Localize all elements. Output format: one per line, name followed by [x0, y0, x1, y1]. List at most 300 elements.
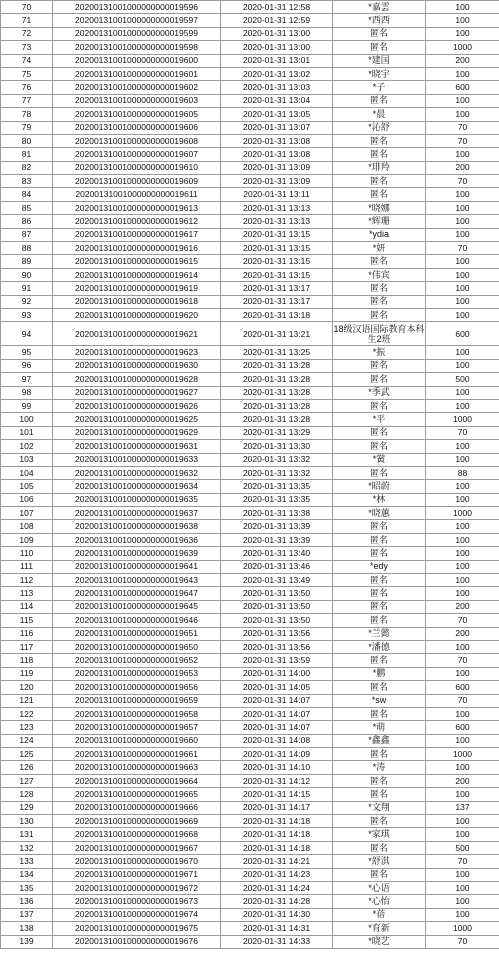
table-row — [1, 201, 499, 214]
row-number-cell: 120 — [1, 681, 53, 694]
row-number-cell: 108 — [1, 520, 53, 533]
amount-cell: 100 — [426, 895, 499, 908]
transaction-id-cell: 20200131001000000000019663 — [53, 761, 221, 774]
table-row — [1, 828, 499, 841]
transaction-id-cell: 20200131001000000000019611 — [53, 188, 221, 201]
amount-cell: 500 — [426, 841, 499, 854]
amount-cell: 1000 — [426, 507, 499, 520]
row-number-cell: 71 — [1, 14, 53, 27]
donor-name-cell: *心怡 — [333, 895, 426, 908]
donor-name-cell: 匿名 — [333, 440, 426, 453]
amount-cell: 100 — [426, 828, 499, 841]
table-row — [1, 1, 499, 14]
table-row — [1, 188, 499, 201]
donation-time-cell: 2020-01-31 14:09 — [221, 748, 333, 761]
donation-time-cell: 2020-01-31 13:50 — [221, 587, 333, 600]
row-number-cell: 130 — [1, 815, 53, 828]
transaction-id-cell: 20200131001000000000019643 — [53, 574, 221, 587]
table-row — [1, 547, 499, 560]
row-number-cell: 91 — [1, 282, 53, 295]
donation-time-cell: 2020-01-31 13:28 — [221, 373, 333, 386]
row-number-cell: 83 — [1, 175, 53, 188]
donation-time-cell: 2020-01-31 14:07 — [221, 721, 333, 734]
donation-time-cell: 2020-01-31 13:07 — [221, 121, 333, 134]
donor-name-cell: *鹏 — [333, 667, 426, 680]
transaction-id-cell: 20200131001000000000019633 — [53, 453, 221, 466]
donation-time-cell: 2020-01-31 13:30 — [221, 440, 333, 453]
amount-cell: 600 — [426, 322, 499, 346]
amount-cell: 600 — [426, 81, 499, 94]
donation-time-cell: 2020-01-31 14:23 — [221, 868, 333, 881]
donation-time-cell: 2020-01-31 14:08 — [221, 734, 333, 747]
donation-time-cell: 2020-01-31 14:21 — [221, 855, 333, 868]
amount-cell: 88 — [426, 466, 499, 479]
donor-name-cell: *昭蔚 — [333, 480, 426, 493]
row-number-cell: 81 — [1, 148, 53, 161]
donor-name-cell: *林 — [333, 493, 426, 506]
donation-time-cell: 2020-01-31 13:50 — [221, 614, 333, 627]
amount-cell: 100 — [426, 868, 499, 881]
amount-cell: 100 — [426, 587, 499, 600]
donation-time-cell: 2020-01-31 13:11 — [221, 188, 333, 201]
amount-cell: 100 — [426, 480, 499, 493]
row-number-cell: 70 — [1, 1, 53, 14]
amount-cell: 1000 — [426, 413, 499, 426]
amount-cell: 1000 — [426, 41, 499, 54]
donor-name-cell: 匿名 — [333, 748, 426, 761]
table-row — [1, 627, 499, 640]
donor-name-cell: *edy — [333, 560, 426, 573]
transaction-id-cell: 20200131001000000000019628 — [53, 373, 221, 386]
donor-name-cell: *辉珊 — [333, 215, 426, 228]
donation-time-cell: 2020-01-31 13:35 — [221, 493, 333, 506]
transaction-id-cell: 20200131001000000000019673 — [53, 895, 221, 908]
row-number-cell: 132 — [1, 841, 53, 854]
table-row — [1, 54, 499, 67]
amount-cell: 100 — [426, 815, 499, 828]
donation-time-cell: 2020-01-31 14:30 — [221, 908, 333, 921]
transaction-id-cell: 20200131001000000000019602 — [53, 81, 221, 94]
donor-name-cell: 匿名 — [333, 282, 426, 295]
donation-time-cell: 2020-01-31 13:35 — [221, 480, 333, 493]
transaction-id-cell: 20200131001000000000019596 — [53, 1, 221, 14]
donor-name-cell: 匿名 — [333, 868, 426, 881]
donor-name-cell: 匿名 — [333, 426, 426, 439]
row-number-cell: 139 — [1, 935, 53, 948]
donation-time-cell: 2020-01-31 13:56 — [221, 640, 333, 653]
amount-cell: 100 — [426, 308, 499, 321]
donation-time-cell: 2020-01-31 13:28 — [221, 386, 333, 399]
donor-name-cell: *平 — [333, 413, 426, 426]
row-number-cell: 96 — [1, 359, 53, 372]
donation-time-cell: 2020-01-31 13:05 — [221, 108, 333, 121]
donation-time-cell: 2020-01-31 13:40 — [221, 547, 333, 560]
transaction-id-cell: 20200131001000000000019665 — [53, 788, 221, 801]
transaction-id-cell: 20200131001000000000019639 — [53, 547, 221, 560]
row-number-cell: 99 — [1, 399, 53, 412]
donation-time-cell: 2020-01-31 13:09 — [221, 175, 333, 188]
donor-name-cell: 匿名 — [333, 175, 426, 188]
table-row — [1, 493, 499, 506]
transaction-id-cell: 20200131001000000000019619 — [53, 282, 221, 295]
amount-cell: 100 — [426, 882, 499, 895]
amount-cell: 100 — [426, 386, 499, 399]
amount-cell: 100 — [426, 667, 499, 680]
donation-time-cell: 2020-01-31 13:29 — [221, 426, 333, 439]
transaction-id-cell: 20200131001000000000019647 — [53, 587, 221, 600]
donor-name-cell: 匿名 — [333, 94, 426, 107]
table-row — [1, 801, 499, 814]
donation-time-cell: 2020-01-31 13:04 — [221, 94, 333, 107]
table-row — [1, 614, 499, 627]
transaction-id-cell: 20200131001000000000019650 — [53, 640, 221, 653]
donation-time-cell: 2020-01-31 14:33 — [221, 935, 333, 948]
table-row — [1, 134, 499, 147]
donation-time-cell: 2020-01-31 13:49 — [221, 574, 333, 587]
table-row — [1, 282, 499, 295]
table-row — [1, 707, 499, 720]
donation-time-cell: 2020-01-31 14:00 — [221, 667, 333, 680]
amount-cell: 100 — [426, 547, 499, 560]
transaction-id-cell: 20200131001000000000019610 — [53, 161, 221, 174]
donor-name-cell: *西西 — [333, 14, 426, 27]
donation-time-cell: 2020-01-31 13:28 — [221, 399, 333, 412]
donor-name-cell: *鑫鑫 — [333, 734, 426, 747]
row-number-cell: 126 — [1, 761, 53, 774]
amount-cell: 70 — [426, 175, 499, 188]
table-row — [1, 386, 499, 399]
donation-time-cell: 2020-01-31 14:07 — [221, 694, 333, 707]
table-row — [1, 520, 499, 533]
table-row — [1, 748, 499, 761]
donation-time-cell: 2020-01-31 14:15 — [221, 788, 333, 801]
amount-cell: 100 — [426, 560, 499, 573]
row-number-cell: 118 — [1, 654, 53, 667]
donation-time-cell: 2020-01-31 13:18 — [221, 308, 333, 321]
transaction-id-cell: 20200131001000000000019652 — [53, 654, 221, 667]
row-number-cell: 129 — [1, 801, 53, 814]
amount-cell: 70 — [426, 694, 499, 707]
donor-name-cell: *育新 — [333, 922, 426, 935]
transaction-id-cell: 20200131001000000000019598 — [53, 41, 221, 54]
table-row — [1, 27, 499, 40]
table-row — [1, 215, 499, 228]
row-number-cell: 87 — [1, 228, 53, 241]
row-number-cell: 94 — [1, 322, 53, 346]
row-number-cell: 79 — [1, 121, 53, 134]
donation-time-cell: 2020-01-31 14:10 — [221, 761, 333, 774]
table-row — [1, 148, 499, 161]
donation-time-cell: 2020-01-31 13:17 — [221, 282, 333, 295]
donor-name-cell: *舒淇 — [333, 855, 426, 868]
amount-cell: 70 — [426, 654, 499, 667]
table-row — [1, 108, 499, 121]
donor-name-cell: *子 — [333, 81, 426, 94]
table-row — [1, 322, 499, 346]
row-number-cell: 72 — [1, 27, 53, 40]
table-row — [1, 81, 499, 94]
amount-cell: 200 — [426, 161, 499, 174]
row-number-cell: 125 — [1, 748, 53, 761]
table-row — [1, 587, 499, 600]
row-number-cell: 109 — [1, 533, 53, 546]
table-row — [1, 908, 499, 921]
amount-cell: 100 — [426, 533, 499, 546]
donation-time-cell: 2020-01-31 12:58 — [221, 1, 333, 14]
transaction-id-cell: 20200131001000000000019641 — [53, 560, 221, 573]
amount-cell: 100 — [426, 761, 499, 774]
transaction-id-cell: 20200131001000000000019620 — [53, 308, 221, 321]
transaction-id-cell: 20200131001000000000019632 — [53, 466, 221, 479]
row-number-cell: 102 — [1, 440, 53, 453]
table-row — [1, 681, 499, 694]
donor-name-cell: 匿名 — [333, 308, 426, 321]
transaction-id-cell: 20200131001000000000019623 — [53, 346, 221, 359]
amount-cell: 100 — [426, 399, 499, 412]
transaction-id-cell: 20200131001000000000019614 — [53, 268, 221, 281]
donation-time-cell: 2020-01-31 13:56 — [221, 627, 333, 640]
transaction-id-cell: 20200131001000000000019676 — [53, 935, 221, 948]
donor-name-cell: 匿名 — [333, 148, 426, 161]
row-number-cell: 105 — [1, 480, 53, 493]
donation-time-cell: 2020-01-31 13:15 — [221, 268, 333, 281]
donation-time-cell: 2020-01-31 13:13 — [221, 215, 333, 228]
amount-cell: 100 — [426, 734, 499, 747]
donation-time-cell: 2020-01-31 13:39 — [221, 520, 333, 533]
amount-cell: 100 — [426, 215, 499, 228]
donor-name-cell: *文翔 — [333, 801, 426, 814]
donation-time-cell: 2020-01-31 13:13 — [221, 201, 333, 214]
donor-name-cell: *季武 — [333, 386, 426, 399]
row-number-cell: 85 — [1, 201, 53, 214]
row-number-cell: 80 — [1, 134, 53, 147]
donation-time-cell: 2020-01-31 13:50 — [221, 600, 333, 613]
amount-cell: 1000 — [426, 748, 499, 761]
donor-name-cell: 匿名 — [333, 466, 426, 479]
table-row — [1, 255, 499, 268]
row-number-cell: 100 — [1, 413, 53, 426]
transaction-id-cell: 20200131001000000000019669 — [53, 815, 221, 828]
donor-name-cell: 匿名 — [333, 188, 426, 201]
transaction-id-cell: 20200131001000000000019612 — [53, 215, 221, 228]
row-number-cell: 75 — [1, 67, 53, 80]
donor-name-cell: 匿名 — [333, 134, 426, 147]
amount-cell: 200 — [426, 774, 499, 787]
table-row — [1, 268, 499, 281]
table-row — [1, 14, 499, 27]
donor-name-cell: 匿名 — [333, 547, 426, 560]
table-row — [1, 359, 499, 372]
donation-time-cell: 2020-01-31 14:24 — [221, 882, 333, 895]
table-row — [1, 161, 499, 174]
row-number-cell: 115 — [1, 614, 53, 627]
donation-time-cell: 2020-01-31 14:18 — [221, 828, 333, 841]
amount-cell: 70 — [426, 855, 499, 868]
table-row — [1, 694, 499, 707]
table-row — [1, 721, 499, 734]
donation-time-cell: 2020-01-31 13:17 — [221, 295, 333, 308]
amount-cell: 100 — [426, 295, 499, 308]
donation-time-cell: 2020-01-31 13:38 — [221, 507, 333, 520]
transaction-id-cell: 20200131001000000000019630 — [53, 359, 221, 372]
table-row — [1, 761, 499, 774]
table-row — [1, 346, 499, 359]
transaction-id-cell: 20200131001000000000019615 — [53, 255, 221, 268]
amount-cell: 100 — [426, 908, 499, 921]
donation-time-cell: 2020-01-31 13:09 — [221, 161, 333, 174]
transaction-id-cell: 20200131001000000000019674 — [53, 908, 221, 921]
donor-name-cell: *兰懿 — [333, 627, 426, 640]
amount-cell: 70 — [426, 426, 499, 439]
row-number-cell: 114 — [1, 600, 53, 613]
row-number-cell: 74 — [1, 54, 53, 67]
donor-name-cell: 匿名 — [333, 399, 426, 412]
amount-cell: 70 — [426, 614, 499, 627]
row-number-cell: 111 — [1, 560, 53, 573]
row-number-cell: 135 — [1, 882, 53, 895]
row-number-cell: 134 — [1, 868, 53, 881]
donation-time-cell: 2020-01-31 13:15 — [221, 255, 333, 268]
donor-name-cell: *涛 — [333, 761, 426, 774]
row-number-cell: 86 — [1, 215, 53, 228]
amount-cell: 100 — [426, 14, 499, 27]
table-row — [1, 640, 499, 653]
transaction-id-cell: 20200131001000000000019606 — [53, 121, 221, 134]
donation-time-cell: 2020-01-31 13:28 — [221, 359, 333, 372]
donor-name-cell: *晨 — [333, 108, 426, 121]
donation-time-cell: 2020-01-31 14:18 — [221, 841, 333, 854]
donation-time-cell: 2020-01-31 13:01 — [221, 54, 333, 67]
donor-name-cell: *沁舒 — [333, 121, 426, 134]
row-number-cell: 117 — [1, 640, 53, 653]
donor-name-cell: 匿名 — [333, 841, 426, 854]
row-number-cell: 128 — [1, 788, 53, 801]
donor-name-cell: *嘉雲 — [333, 1, 426, 14]
donor-name-cell: 匿名 — [333, 574, 426, 587]
donor-name-cell: *家琪 — [333, 828, 426, 841]
table-row — [1, 175, 499, 188]
table-row — [1, 67, 499, 80]
transaction-id-cell: 20200131001000000000019660 — [53, 734, 221, 747]
row-number-cell: 122 — [1, 707, 53, 720]
row-number-cell: 133 — [1, 855, 53, 868]
table-row — [1, 41, 499, 54]
row-number-cell: 112 — [1, 574, 53, 587]
donation-time-cell: 2020-01-31 13:00 — [221, 41, 333, 54]
donor-name-cell: *妍 — [333, 242, 426, 255]
amount-cell: 100 — [426, 201, 499, 214]
amount-cell: 70 — [426, 121, 499, 134]
amount-cell: 100 — [426, 255, 499, 268]
donation-time-cell: 2020-01-31 14:07 — [221, 707, 333, 720]
donor-name-cell: 匿名 — [333, 681, 426, 694]
row-number-cell: 121 — [1, 694, 53, 707]
amount-cell: 70 — [426, 134, 499, 147]
amount-cell: 100 — [426, 1, 499, 14]
donation-time-cell: 2020-01-31 13:00 — [221, 27, 333, 40]
donor-name-cell: 匿名 — [333, 373, 426, 386]
table-row — [1, 228, 499, 241]
transaction-id-cell: 20200131001000000000019656 — [53, 681, 221, 694]
transaction-id-cell: 20200131001000000000019671 — [53, 868, 221, 881]
donor-name-cell: *sw — [333, 694, 426, 707]
donor-name-cell: *晓宇 — [333, 67, 426, 80]
row-number-cell: 104 — [1, 466, 53, 479]
row-number-cell: 76 — [1, 81, 53, 94]
donor-name-cell: *萌 — [333, 721, 426, 734]
row-number-cell: 110 — [1, 547, 53, 560]
transaction-id-cell: 20200131001000000000019607 — [53, 148, 221, 161]
row-number-cell: 78 — [1, 108, 53, 121]
donor-name-cell: 匿名 — [333, 359, 426, 372]
amount-cell: 100 — [426, 94, 499, 107]
transaction-id-cell: 20200131001000000000019646 — [53, 614, 221, 627]
amount-cell: 100 — [426, 640, 499, 653]
transaction-id-cell: 20200131001000000000019637 — [53, 507, 221, 520]
transaction-id-cell: 20200131001000000000019659 — [53, 694, 221, 707]
donation-time-cell: 2020-01-31 13:15 — [221, 228, 333, 241]
donor-name-cell: *晓蕙 — [333, 507, 426, 520]
donation-time-cell: 2020-01-31 13:21 — [221, 322, 333, 346]
table-row — [1, 466, 499, 479]
donation-time-cell: 2020-01-31 14:05 — [221, 681, 333, 694]
row-number-cell: 113 — [1, 587, 53, 600]
table-row — [1, 774, 499, 787]
row-number-cell: 93 — [1, 308, 53, 321]
donor-name-cell: 匿名 — [333, 520, 426, 533]
donor-name-cell: 匿名 — [333, 614, 426, 627]
transaction-id-cell: 20200131001000000000019627 — [53, 386, 221, 399]
donation-time-cell: 2020-01-31 13:32 — [221, 453, 333, 466]
table-row — [1, 308, 499, 321]
donor-name-cell: 匿名 — [333, 707, 426, 720]
transaction-id-cell: 20200131001000000000019670 — [53, 855, 221, 868]
transaction-id-cell: 20200131001000000000019616 — [53, 242, 221, 255]
donation-time-cell: 2020-01-31 13:59 — [221, 654, 333, 667]
transaction-id-cell: 20200131001000000000019658 — [53, 707, 221, 720]
table-row — [1, 507, 499, 520]
transaction-id-cell: 20200131001000000000019613 — [53, 201, 221, 214]
amount-cell: 100 — [426, 520, 499, 533]
donation-time-cell: 2020-01-31 14:17 — [221, 801, 333, 814]
table-row — [1, 855, 499, 868]
transaction-id-cell: 20200131001000000000019664 — [53, 774, 221, 787]
table-row — [1, 373, 499, 386]
donation-time-cell: 2020-01-31 13:28 — [221, 413, 333, 426]
amount-cell: 200 — [426, 600, 499, 613]
donor-name-cell: *振 — [333, 346, 426, 359]
row-number-cell: 84 — [1, 188, 53, 201]
donation-time-cell: 2020-01-31 14:18 — [221, 815, 333, 828]
donor-name-cell: 匿名 — [333, 774, 426, 787]
row-number-cell: 137 — [1, 908, 53, 921]
row-number-cell: 92 — [1, 295, 53, 308]
donation-time-cell: 2020-01-31 13:08 — [221, 134, 333, 147]
amount-cell: 200 — [426, 54, 499, 67]
donor-name-cell: *蓓 — [333, 908, 426, 921]
transaction-id-cell: 20200131001000000000019625 — [53, 413, 221, 426]
amount-cell: 100 — [426, 707, 499, 720]
table-row — [1, 935, 499, 948]
amount-cell: 100 — [426, 27, 499, 40]
table-row — [1, 426, 499, 439]
donor-name-cell: 匿名 — [333, 27, 426, 40]
table-row — [1, 868, 499, 881]
row-number-cell: 89 — [1, 255, 53, 268]
table-row — [1, 560, 499, 573]
transaction-id-cell: 20200131001000000000019635 — [53, 493, 221, 506]
amount-cell: 200 — [426, 627, 499, 640]
